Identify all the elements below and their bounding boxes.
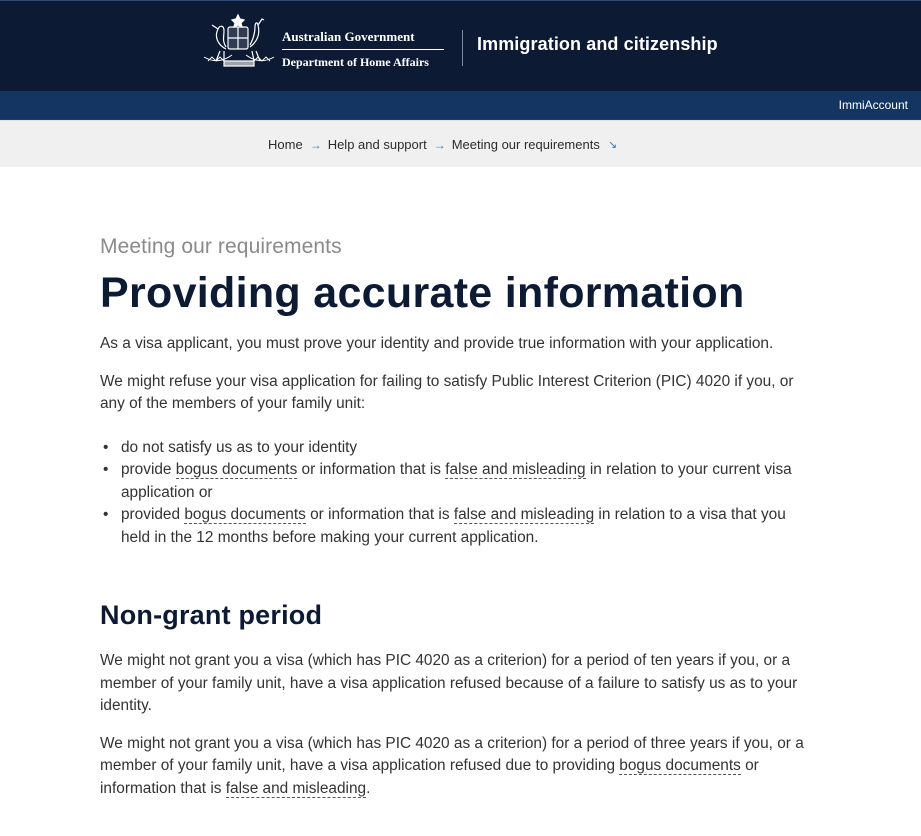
refusal-criteria-list bbox=[120, 437, 810, 550]
paragraph-text: We might not grant you a visa (which has PIC 4020 as a criterion) for a period of three years if you, or a member of your family unit, have a visa application refused due to providing bbox=[100, 734, 804, 774]
arrow-right-icon: → bbox=[309, 137, 322, 152]
list-item bbox=[120, 504, 810, 549]
non-grant-paragraph-three-years bbox=[100, 733, 810, 801]
list-item-text: in relation to your current visa application or bbox=[121, 461, 792, 501]
list-item-text: provide bbox=[121, 461, 176, 478]
non-grant-paragraph-ten-years: We might not grant you a visa (which has PIC 4020 as a criterion) for a period of ten years if you, or a member of your family unit, have a visa application refused because of a failure to satisfy us as to your identity. bbox=[100, 652, 798, 714]
list-item-text: do not satisfy us as to your identity bbox=[121, 438, 358, 456]
gov-name: Australian Government bbox=[282, 29, 444, 50]
immiaccount-link[interactable]: ImmiAccount bbox=[838, 98, 908, 112]
top-navigation-bar bbox=[0, 91, 921, 120]
bogus-documents-definition[interactable]: bogus documents bbox=[175, 461, 298, 478]
list-item bbox=[120, 459, 810, 504]
list-item-text: in relation to a visa that you held in the 12 months before making your current application. bbox=[121, 506, 786, 546]
expand-arrow-icon[interactable]: ↘ bbox=[607, 139, 618, 152]
government-wordmark[interactable] bbox=[282, 29, 444, 70]
arrow-right-icon: → bbox=[433, 137, 446, 152]
false-and-misleading-definition[interactable]: false and misleading bbox=[453, 506, 595, 523]
page-title: Providing accurate information bbox=[100, 269, 745, 317]
header-divider bbox=[462, 30, 463, 66]
refusal-paragraph: We might refuse your visa application for failing to satisfy Public Interest Criterion (PIC) 4020 if you, or any of the members of your family unit: bbox=[100, 372, 794, 412]
page-eyebrow: Meeting our requirements bbox=[100, 235, 342, 258]
main-content bbox=[100, 235, 810, 815]
department-name: Department of Home Affairs bbox=[282, 55, 429, 69]
bogus-documents-definition[interactable]: bogus documents bbox=[184, 506, 306, 523]
breadcrumb bbox=[0, 120, 921, 167]
intro-paragraph: As a visa applicant, you must prove your identity and provide true information with your application. bbox=[100, 335, 774, 352]
false-and-misleading-definition[interactable]: false and misleading bbox=[225, 779, 367, 797]
paragraph-text: or information that is bbox=[100, 757, 759, 797]
coat-of-arms-icon[interactable] bbox=[200, 11, 278, 71]
list-item-text: provided bbox=[121, 506, 185, 523]
false-and-misleading-definition[interactable]: false and misleading bbox=[445, 461, 586, 478]
section-heading-non-grant-period: Non-grant period bbox=[100, 600, 323, 630]
breadcrumb-item-home[interactable]: Home bbox=[268, 137, 303, 153]
bogus-documents-definition[interactable]: bogus documents bbox=[619, 757, 741, 774]
breadcrumb-item-meeting-our-requirements[interactable]: Meeting our requirements bbox=[451, 137, 600, 153]
list-item bbox=[120, 437, 810, 460]
list-item-text: or information that is bbox=[305, 506, 454, 523]
paragraph-text: . bbox=[366, 779, 371, 797]
site-header bbox=[0, 0, 921, 91]
site-title-link[interactable]: Immigration and citizenship bbox=[477, 34, 718, 54]
list-item-text: or information that is bbox=[297, 461, 446, 478]
breadcrumb-item-help-and-support[interactable]: Help and support bbox=[327, 137, 427, 153]
